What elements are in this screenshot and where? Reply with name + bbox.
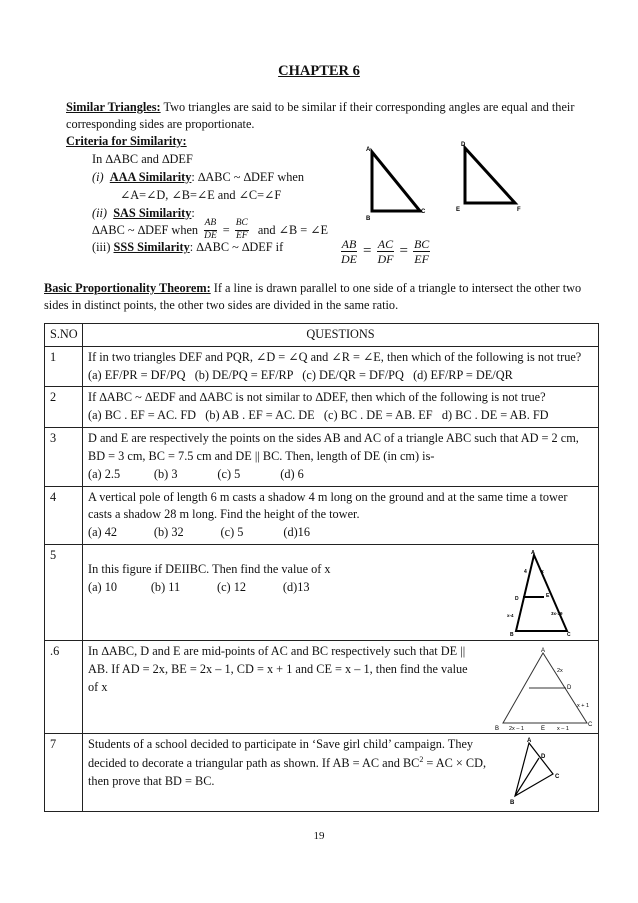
row-number: 1 (45, 346, 83, 387)
label-a: A (531, 550, 535, 557)
table-row (45, 641, 599, 734)
label-d: D (567, 685, 572, 692)
figure-q5 (501, 547, 581, 637)
label-b: B (510, 800, 515, 807)
sas-condition (92, 219, 328, 241)
sas-tail: and ∠B = ∠E (257, 222, 329, 237)
label-b: B (510, 632, 514, 638)
row-number: 5 (45, 545, 83, 641)
equals-sign: = (222, 222, 230, 237)
sss-ratio (340, 238, 430, 265)
table-header (45, 324, 599, 347)
label-c: C (555, 774, 560, 781)
similar-triangles-text: Two triangles are said to be similar if their corresponding angles are equal and their corresponding sides are proportionate. (66, 100, 575, 131)
similar-triangles-figure (360, 138, 530, 223)
row-number: 2 (45, 387, 83, 428)
label-c: C (588, 722, 593, 729)
aaa-line (92, 169, 304, 186)
table-row (45, 734, 599, 812)
triangle-abc (372, 152, 420, 211)
row-number: 4 (45, 486, 83, 544)
row-number: 3 (45, 428, 83, 486)
label-2x: 2x (557, 668, 563, 675)
label-f: F (517, 207, 521, 213)
label-e: E (541, 726, 546, 732)
row-number: 7 (45, 734, 83, 812)
page-number: 19 (313, 830, 325, 842)
header-sno: S.NO (45, 324, 83, 347)
question-cell (83, 734, 599, 812)
question-text: A vertical pole of length 6 m casts a shadow 4 m long on the ground and at the same time a tower casts a shadow 28 m long. Find the height of the tower. (88, 489, 568, 522)
sss-line (92, 239, 283, 256)
label-b: B (366, 216, 371, 222)
bpt-paragraph (44, 280, 600, 313)
bpt-text: If a line is drawn parallel to one side of a triangle to intersect the other two sides in distinct points, the other two sides are divided in the same ratio. (44, 281, 582, 312)
label-d: D (515, 596, 519, 603)
figure-q6 (495, 647, 595, 731)
question-cell (83, 428, 599, 486)
question-text: Students of a school decided to participate in ‘Save girl child’ campaign. They decided to decorate a triangular path as shown. If AB = AC and $BC^2$ = AC × CD, then prove that BD = BC. (88, 737, 487, 788)
question-cell (83, 641, 599, 734)
equals-sign: = (399, 243, 408, 260)
aaa-term: AAA Similarity (109, 170, 192, 184)
sss-term: SSS Similarity (113, 240, 190, 254)
label-a: A (541, 648, 546, 655)
aaa-condition: ∠A=∠D, ∠B=∠E and ∠C=∠F (120, 188, 282, 202)
question-options: (a) 2.5 (b) 3 (c) 5 (d) 6 (88, 466, 304, 481)
question-text: If in two triangles DEF and PQR, ∠D = ∠Q and ∠R = ∠E, then which of the following is not true? (88, 349, 582, 364)
label-d: D (461, 142, 466, 148)
triangle-def (465, 148, 515, 203)
sss-text: : ∆ABC ~ ∆DEF if (189, 240, 284, 254)
fraction-bc-ef: $\frac{BC}{EF}$ (235, 218, 248, 241)
table-row (45, 486, 599, 544)
question-cell (83, 387, 599, 428)
label-x: x (541, 569, 544, 576)
table-row (45, 428, 599, 486)
question-text: D and E are respectively the points on the sides AB and AC of a triangle ABC such that AD = 2 cm, BD = 3 cm, BC = 7.5 cm and DE || BC. Then, length of DE (in cm) is- (88, 431, 579, 463)
question-text: If ∆ABC ~ ∆EDF and ∆ABC is not similar to ∆DEF, then which of the following is not true? (88, 390, 546, 405)
question-options: (a) 10 (b) 11 (c) 12 (d)13 (88, 579, 310, 594)
label-c: C (421, 209, 426, 215)
sas-term: SAS Similarity (113, 206, 192, 220)
fraction-ab-de: $\frac{AB}{DE}$ (204, 218, 217, 241)
aaa-text: : ∆ABC ~ ∆DEF when (191, 170, 304, 184)
similar-triangles-term: Similar Triangles: (66, 100, 161, 114)
question-cell (83, 486, 599, 544)
figure-q7 (501, 736, 571, 806)
label-2x-minus-1: 2x – 1 (509, 726, 524, 732)
row-number: .6 (45, 641, 83, 734)
fraction-ab-de-large: $\frac{AB}{DE}$ (341, 237, 357, 266)
bpt-term: Basic Proportionality Theorem: (44, 281, 211, 295)
label-c: C (567, 632, 571, 638)
label-a: A (527, 738, 532, 745)
criteria-heading: Criteria for Similarity: (66, 134, 187, 148)
sas-text: ∆ABC ~ ∆DEF when (92, 222, 199, 237)
label-x-4: x-4 (507, 613, 514, 619)
label-d: D (541, 754, 546, 761)
label-a: A (366, 147, 371, 153)
label-b: B (495, 726, 500, 732)
chapter-title: CHAPTER 6 (278, 63, 360, 79)
label-4: 4 (524, 569, 527, 576)
question-text: In ∆ABC, D and E are mid-points of AC and BC respectively such that DE || AB. If AD = 2x, BE = 2x – 1, CD = x + 1 and CE = x – 1, then find the value of x (88, 644, 468, 694)
label-e: E (546, 593, 550, 600)
question-cell (83, 346, 599, 387)
table-row (45, 346, 599, 387)
questions-table (44, 323, 599, 812)
label-3x-19: 3x-19 (551, 611, 563, 617)
question-text: In this figure if DEIIBC. Then find the value of x (88, 562, 331, 577)
table-row (45, 387, 599, 428)
table-row (45, 545, 599, 641)
label-x-minus-1: x – 1 (557, 726, 569, 732)
sas-colon: : (191, 206, 195, 220)
sss-numeral: (iii) (92, 240, 111, 254)
fraction-ac-df: $\frac{AC}{DF}$ (377, 237, 394, 266)
equals-sign: = (363, 243, 372, 260)
label-x-plus-1: x + 1 (577, 703, 590, 710)
sas-numeral: (ii) (92, 206, 108, 220)
header-questions: QUESTIONS (83, 324, 599, 347)
question-cell (83, 545, 599, 641)
aaa-numeral: (i) (92, 170, 104, 184)
question-options: (a) BC . EF = AC. FD (b) AB . EF = AC. DE (c) BC . DE = AB. EF d) BC . DE = AB. FD (88, 408, 549, 423)
criteria-intro: In ∆ABC and ∆DEF (92, 152, 193, 166)
question-options: (a) EF/PR = DF/PQ (b) DE/PQ = EF/RP (c) DE/QR = DF/PQ (d) EF/RP = DE/QR (88, 367, 513, 382)
question-options: (a) 42 (b) 32 (c) 5 (d)16 (88, 525, 310, 540)
similar-triangles-definition (66, 99, 578, 132)
label-e: E (456, 207, 461, 213)
fraction-bc-ef-large: $\frac{BC}{EF}$ (413, 237, 430, 266)
